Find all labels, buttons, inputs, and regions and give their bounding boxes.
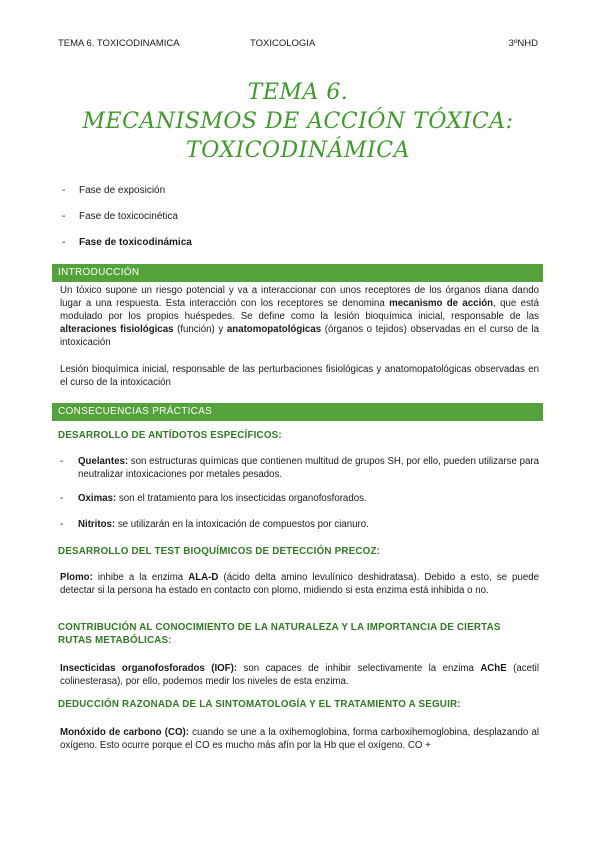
- page-header: [58, 38, 538, 52]
- list-item: [60, 455, 539, 481]
- text-run: (órganos o tejidos) observadas en el curso de la intoxicación: [60, 324, 539, 348]
- text-run: , que está modulado por los propios huéspedes. Se define como la lesión bioquímica inicial, responsable de las: [60, 298, 539, 322]
- bold-term: Oximas:: [78, 493, 117, 504]
- intro-paragraph-1: [60, 284, 539, 349]
- subheading-antidotos: DESARROLLO DE ANTÍDOTOS ESPECÍFICOS:: [58, 430, 282, 441]
- subheading-test: DESARROLLO DEL TEST BIOQUÍMICOS DE DETECCIÓN PRECOZ:: [58, 546, 381, 557]
- bullet-dash: -: [60, 519, 64, 530]
- text-run: cuando se une a la oxihemoglobina, forma carboxihemoglobina, desplazando al oxígeno. Esto ocurre porque el CO es mucho más afín por la Hb que el oxígeno. CO +: [60, 727, 539, 751]
- text-run: son el tratamiento para los insecticidas organofosforados.: [116, 493, 367, 504]
- text-run: (acetil colinesterasa), por ello, podemos medir los niveles de esta enzima.: [60, 663, 539, 687]
- bold-term: Plomo:: [60, 572, 93, 583]
- text-run: (ácido delta amino levulínico deshidratasa). Debido a esto, se puede detectar si la persona ha estado en contacto con plomo, midiendo si esta enzima está inhibida o no.: [60, 572, 539, 596]
- text-run: se utilizarán en la intoxicación de compuestos por cianuro.: [115, 519, 369, 530]
- bullet-dash: -: [62, 211, 66, 222]
- phase-label: Fase de toxicodinámica: [79, 237, 192, 248]
- section-bar-introduccion: INTRODUCCIÓN: [52, 264, 543, 282]
- text-run: son estructuras químicas que contienen multitud de grupos SH, por ello, pueden utilizarse para neutralizar intoxicaciones por metales pesados.: [78, 456, 539, 480]
- page-title: [0, 78, 596, 165]
- paragraph-iof: [60, 662, 539, 688]
- bold-term: Monóxido de carbono (CO):: [60, 727, 189, 738]
- subheading-line: RUTAS METABÓLICAS:: [58, 635, 172, 646]
- header-subject: TOXICOLOGIA: [250, 38, 316, 49]
- bold-term: Nitritos:: [78, 519, 116, 530]
- title-line-2: MECANISMOS DE ACCIÓN TÓXICA:: [82, 109, 514, 134]
- subheading-contribucion: [58, 621, 542, 647]
- header-course: 3ºNHD: [508, 38, 538, 49]
- subheading-deduccion: DEDUCCIÓN RAZONADA DE LA SINTOMATOLOGÍA Y EL TRATAMIENTO A SEGUIR:: [58, 699, 461, 710]
- bullet-dash: -: [62, 237, 66, 248]
- title-line-3: TOXICODINÁMICA: [186, 138, 410, 163]
- phase-label: Fase de toxicocinética: [79, 211, 178, 222]
- bullet-dash: -: [60, 493, 64, 504]
- bold-term: anatomopatológicas: [226, 324, 322, 335]
- paragraph-plomo: [60, 571, 539, 597]
- text-run: Un tóxico supone un riesgo potencial y va a interaccionar con unos receptores de los órganos diana dando lugar a una respuesta. Esta interacción con los receptores se denomina: [60, 285, 539, 309]
- paragraph-co: [60, 726, 539, 752]
- title-line-1: TEMA 6.: [247, 80, 349, 105]
- section-bar-consecuencias: CONSECUENCIAS PRÁCTICAS: [52, 403, 543, 421]
- bold-term: Quelantes:: [78, 456, 129, 467]
- text-run: son capaces de inhibir selectivamente la enzima: [237, 663, 481, 674]
- bold-term: AChE: [480, 663, 507, 674]
- bold-term: alteraciones fisiológicas: [60, 324, 174, 335]
- bold-term: ALA-D: [188, 572, 219, 583]
- bold-term: Insecticidas organofosforados (IOF):: [60, 663, 238, 674]
- text-run: inhibe a la enzima: [92, 572, 189, 583]
- subheading-line: CONTRIBUCIÓN AL CONOCIMIENTO DE LA NATURALEZA Y LA IMPORTANCIA DE CIERTAS: [58, 622, 501, 633]
- text-run: (función) y: [173, 324, 227, 335]
- intro-paragraph-2: Lesión bioquímica inicial, responsable de las perturbaciones fisiológicas y anatomopatológicas observadas en el curso de la intoxicación: [60, 364, 539, 388]
- header-topic: TEMA 6. TOXICODINAMICA: [58, 38, 180, 49]
- bullet-dash: -: [62, 185, 66, 196]
- list-item: [60, 518, 539, 531]
- bullet-dash: -: [60, 456, 64, 467]
- list-item: [60, 492, 539, 505]
- phase-label: Fase de exposición: [79, 185, 166, 196]
- bold-term: mecanismo de acción: [389, 298, 494, 309]
